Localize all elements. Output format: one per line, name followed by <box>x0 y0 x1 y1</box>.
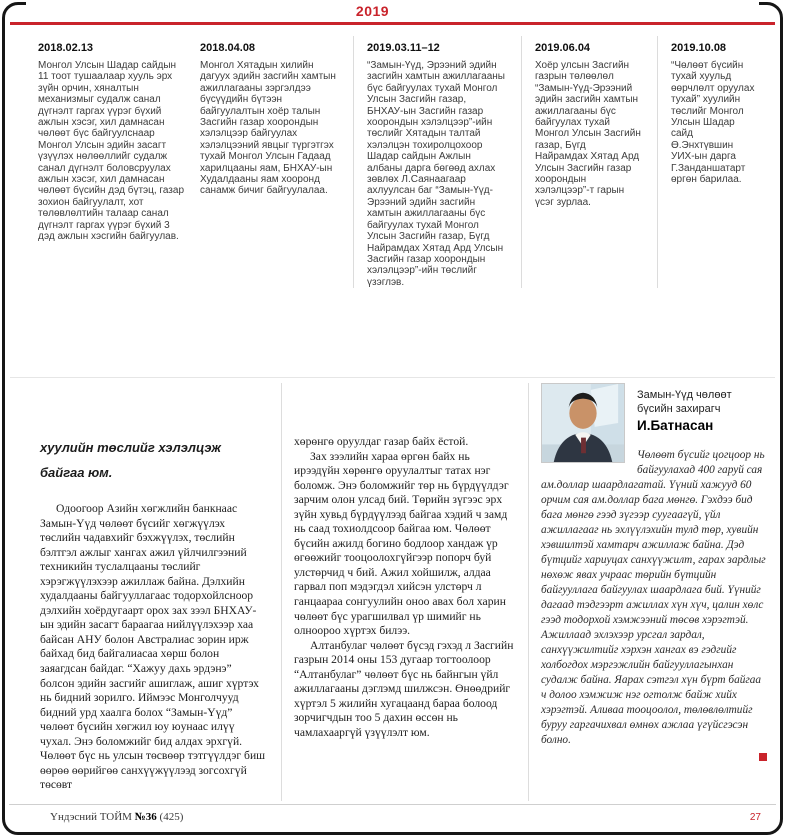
timeline-date: 2018.02.13 <box>38 42 94 54</box>
article-column-3 <box>528 383 773 801</box>
article-column-1 <box>38 383 281 801</box>
issue-number: №36 <box>134 811 157 823</box>
timeline-date: 2019.10.08 <box>671 42 727 54</box>
article-paragraph: Алтанбулаг чөлөөт бүсэд гэхэд л Засгийн газрын 2014 оны 153 дугаар тогтоолоор “Алтанбулаг” чөлөөт бүс нь байнгын үйл ажиллагааны дэглэмд шилжсэн. Өнөөдрийг хүртэл 5 жилийн хугацаанд бараа болоод зорчигчдын тоо 5 дахин өссөн нь чамлахааргүй үзүүлэлт юм. <box>294 638 514 739</box>
timeline-entry <box>521 36 657 288</box>
timeline-entry <box>38 36 200 288</box>
article-column-2 <box>281 383 528 801</box>
timeline-entry <box>657 36 773 288</box>
article-body <box>38 383 773 801</box>
accent-rule <box>10 22 775 25</box>
timeline-entry <box>353 36 521 288</box>
timeline-text: Монгол Улсын Шадар сайдын 11 тоот тушаалаар хууль эрх зүйн орчин, хяналтын механизмыг судалж санал дүгнэлт гаргах үүрэг бүхий ажлын хэсэг, хил дамнасан чөлөөт бүс байгуулснаар Монгол Улсын эдийн засагт үзүүлэх нөлөөллийг судалж санал дүгнэлт боловсруулах ажлын хэсэг, хил дамнасан чөлөөт бүсийн дэд бүтэц, газар зохион байгуулалт, хот төлөвлөлтийн талаар санал дүгнэлт гаргах үүрэг бүхий 3 дэд ажлын хэсгийн байгуулав. <box>38 60 185 243</box>
timeline-date: 2018.04.08 <box>200 42 256 54</box>
timeline-date: 2019.03.11–12 <box>367 42 440 54</box>
article-paragraph: хөрөнгө оруулдаг газар байх ёстой. <box>294 435 469 448</box>
timeline-year-heading: 2019 <box>355 3 390 19</box>
timeline-text: “Чөлөөт бүсийн тухай хуульд өөрчлөлт оруулах тухай” хуулийн төслийг Монгол Улсын Шадар сайд Ө.Энхтүвшин УИХ-ын дарга Г.Занданшатарт өргөн барилаа. <box>671 60 755 186</box>
issue-total: (425) <box>159 811 184 823</box>
person-portrait-illustration <box>542 384 624 462</box>
article-end-mark <box>759 753 767 761</box>
timeline-text: Монгол Хятадын хилийн дагуух эдийн засгийн хамтын ажиллагааны зэргэлдээ бүсүүдийн бүтээн байгуулалтын хоёр талын Засгийн газар хоорондын хэлэлцээр байгуулах хэлэлцээний явцыг түргэтгэх тухай Монгол Улсын Гадаад харилцааны яам, БНХАУ-ын Худалдааны яам хооронд санамж бичиг байгуулалаа. <box>200 60 336 197</box>
caption-role: Замын-Үүд чөлөөт бүсийн захирагч <box>637 389 732 415</box>
portrait-photo <box>541 383 625 463</box>
article-paragraph: Одоогоор Азийн хөгжлийн банкнаас Замын-Үүд чөлөөт бүсийг хөгжүүлэх төслийн чадавхийг бэхжүүлэх, төслийн бэлтгэл ажлыг хангах ажил үйлчилгээний техникийн туслалцааны төслийг хэрэгжүүлэхээр ажиллаж байна. Дэлхийн худалдааны байгууллагаас тодорхойлсноор дэлхийн хоёрдугаарт орох зах зээл БНХАУ-ын эдийн засагт бараагаа нийлүүлэхээр хаа байсан АНУ болон Австралиас зорин ирж байхад бид байгалиасаа хөрш болон заяагдсан байдаг. “Хажуу дахь эрдэнэ” болсон эдийн засгийг ашиглаж, ашиг хүртэх нь бидний зорилго. Иймээс Монголчууд бидний урд хаалга болох “Замын-Үүд” чөлөөт бүсийн хөгжил юу юунаас илүү чухал. Энэ боломжийг бид алдах эрхгүй. Чөлөөт бүс нь улсын төсвөөр тэтгүүлдэг биш өөрөө өөрийгөө санхүүжүүлээд зогсохгүй төсөвт <box>40 502 266 792</box>
timeline-section <box>38 36 773 288</box>
publication-name: Үндэсний ТОЙМ <box>50 811 132 823</box>
article-lead-in: хуулийн төслийг хэлэлцэж байгаа юм. <box>40 440 221 480</box>
section-divider <box>10 377 775 378</box>
publication-title <box>50 811 183 823</box>
timeline-date: 2019.06.04 <box>535 42 591 54</box>
article-paragraph: Зах зээлийн хараа өргөн байх нь ирээдүйн хөрөнгө оруулалтыг татах нэг боломж. Энэ боломжийг төр нь бүрдүүлдэг зарчим олон улсад бий. Төрийн зүгээс эрх зүйн хувьд бүрдүүлээд байгаа хэдий ч замд нь саад тохиолдсоор байгаа юм. Чөлөөт бүсийн ажилд богино бодлоор хандаж үр өгөөжийг тооцоолохгүйгээр попорч буй улстөрчид ч бий. Ажил хойшилж, алдаа гарвал поп мэдэгдэл хийсэн улстөрч л ганцаараа сонгуулийн оноо авах бол харин чөлөөт бүс урагшилвал үр шимийг нь олноороо хүртэх билээ. <box>294 449 509 638</box>
timeline-text: “Замын-Үүд, Эрээний эдийн засгийн хамтын ажиллагааны бүс байгуулах тухай Монгол Улсын Засгийн газар, БНХАУ-ын Засгийн газар хоорондын хэлэлцээр”-ийн төслийг Хятадын талтай хэлэлцэн тохиролцохоор Шадар сайдын Ажлын албаны дарга бөгөөд ахлах зөвлөх Л.Саянаагаар ахлуулсан баг “Замын-Үүд-Эрээний эдийн засгийн хамтын ажиллагааны бүс байгуулах тухай Монгол Улсын Засгийн газар, Бүгд Найрамдах Хятад Ард Улсын Засгийн газар хоорондын хэлэлцээр”-ийн төслийг үзэглэв. <box>367 60 505 288</box>
caption-name: И.Батнасан <box>637 418 714 433</box>
timeline-entry <box>200 36 353 288</box>
timeline-text: Хоёр улсын Засгийн газрын төлөөлөл “Замын-Үүд-Эрээний эдийн засгийн хамтын ажиллагааны бүс байгуулах тухай Монгол Улсын Засгийн газар, Бүгд Найрамдах Хятад Ард Улсын Засгийн газар хоорондын хэлэлцээр”-т гарын үсэг зурлаа. <box>535 60 641 208</box>
pull-quote: Чөлөөт бүсийг цогцоор нь байгуулахад 400 гаруй сая ам.доллар шаардлагатай. Үүний хажууд 60 орчим сая ам.доллар бага мөнгө. Гэхдээ бид бага мөнгө гээд зүгээр суугаагүй, үйл ажиллагааг нь эхлүүлэхийн тулд төр, хувийн хэвшилтэй хамтарч ажиллаж байна. Дэд бүтцийг хариуцах санхүүжилт, гарах зардлыг нөхөж явах учраас төрийн бүтцийн байгууллага байгуулах шаардлага бий. Үүнийг дагаад тэдгээрт ажиллах хүн хүч, цалин хөлс гээд тодорхой хэмжээний төсөв хэрэгтэй. Ажиллаад эхлэхээр урсгал зардал, санхүүжилтийг хэрхэн хангах вэ гэдгийг холбогдох мэргэжлийн байгууллагынхан судалж байна. Яарах сэтгэл хүн бүрт байгаа ч долоо хэмжиж нэг огтолж байж хийх хэрэгтэй. Аливаа тооцоолол, төлөвлөлтийг буруу гаргачихвал өмнөх ажлаа үгүйсгэсэн болно. <box>541 449 766 746</box>
page-number: 27 <box>749 812 761 823</box>
footer-divider <box>9 804 776 805</box>
page-footer <box>50 811 761 823</box>
